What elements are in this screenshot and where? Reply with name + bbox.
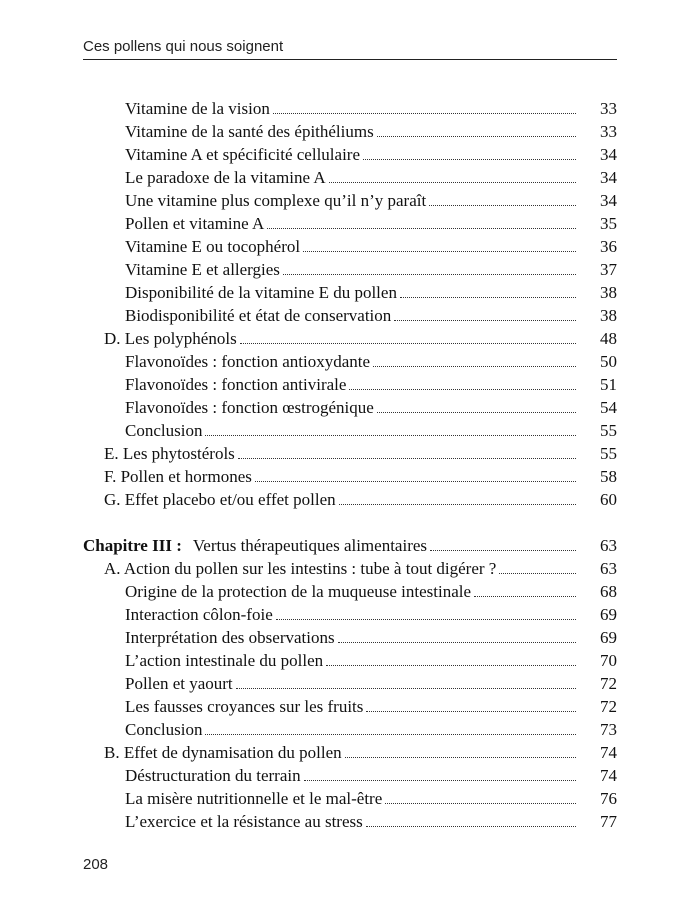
dot-leader <box>373 365 576 367</box>
toc-entry <box>0 674 700 697</box>
toc-entry <box>0 168 700 191</box>
dot-leader <box>238 457 576 459</box>
toc-entry-page: 37 <box>600 260 617 279</box>
dot-leader <box>430 549 576 551</box>
toc-entry-page: 55 <box>600 421 617 440</box>
toc-entry-page: 76 <box>600 789 617 808</box>
toc-entry <box>0 421 700 444</box>
toc-entry <box>0 444 700 467</box>
toc-entry-page: 36 <box>600 237 617 256</box>
toc-entry <box>0 467 700 490</box>
toc-entry-title: Disponibilité de la vitamine E du pollen <box>125 283 397 302</box>
toc-entry-title: Vitamine de la vision <box>125 99 270 118</box>
toc-entry-title: La misère nutritionnelle et le mal-être <box>125 789 383 808</box>
dot-leader <box>276 618 576 620</box>
toc-entry-page: 68 <box>600 582 617 601</box>
toc-entry-page: 38 <box>600 306 617 325</box>
toc-entry-page: 73 <box>600 720 617 739</box>
dot-leader <box>338 641 576 643</box>
toc-entry-title: Flavonoïdes : fonction antioxydante <box>125 352 371 371</box>
toc-entry-title: L’exercice et la résistance au stress <box>125 812 363 831</box>
dot-leader <box>283 273 576 275</box>
toc-entry-page: 69 <box>600 628 617 647</box>
toc-entry <box>0 559 700 582</box>
toc-entry <box>0 283 700 306</box>
toc-entry <box>0 191 700 214</box>
toc-entry-page: 33 <box>600 99 617 118</box>
toc-entry-page: 35 <box>600 214 617 233</box>
dot-leader <box>303 250 576 252</box>
toc-entry-title: L’action intestinale du pollen <box>125 651 324 670</box>
toc-entry <box>0 743 700 766</box>
dot-leader <box>255 480 576 482</box>
toc-entry-page: 50 <box>600 352 617 371</box>
toc-entry-page: 48 <box>600 329 617 348</box>
toc-entry-title: Pollen et yaourt <box>125 674 233 693</box>
toc-entry-page: 54 <box>600 398 617 417</box>
dot-leader <box>474 595 576 597</box>
toc-entry-title: Le paradoxe de la vitamine A <box>125 168 326 187</box>
dot-leader <box>339 503 576 505</box>
toc-entry-page: 33 <box>600 122 617 141</box>
toc-entry-page: 51 <box>600 375 617 394</box>
toc-entry <box>0 398 700 421</box>
dot-leader <box>267 227 576 229</box>
dot-leader <box>304 779 576 781</box>
toc-entry-page: 70 <box>600 651 617 670</box>
dot-leader <box>240 342 576 344</box>
toc-entry-page: 77 <box>600 812 617 831</box>
dot-leader <box>329 181 576 183</box>
toc-entry-title: Flavonoïdes : fonction antivirale <box>125 375 347 394</box>
toc-entry-page: 74 <box>600 743 617 762</box>
toc-entry-page: 34 <box>600 191 617 210</box>
toc-entry-title: A. Action du pollen sur les intestins : tube à tout digérer ? <box>104 559 497 578</box>
toc-entry <box>0 99 700 122</box>
dot-leader <box>345 756 576 758</box>
toc-entry-page: 72 <box>600 674 617 693</box>
dot-leader <box>205 733 576 735</box>
dot-leader <box>394 319 576 321</box>
toc-entry <box>0 214 700 237</box>
dot-leader <box>326 664 576 666</box>
toc-entry-title: Vitamine E ou tocophérol <box>125 237 301 256</box>
toc-entry <box>0 237 700 260</box>
toc-entry-title: G. Effet placebo et/ou effet pollen <box>104 490 336 509</box>
toc-entry-title: Vertus thérapeutiques alimentaires <box>192 536 428 555</box>
dot-leader <box>349 388 576 390</box>
toc-entry-page: 34 <box>600 145 617 164</box>
page-number: 208 <box>83 856 109 873</box>
toc-entry <box>0 352 700 375</box>
toc-entry-title: Déstructuration du terrain <box>125 766 301 785</box>
toc-entry <box>0 766 700 789</box>
toc-entry <box>0 582 700 605</box>
toc-entry-page: 34 <box>600 168 617 187</box>
toc-entry <box>0 697 700 720</box>
toc-entry-page: 63 <box>600 559 617 578</box>
toc-entry-title: Vitamine A et spécificité cellulaire <box>125 145 360 164</box>
toc-entry-title: D. Les polyphénols <box>104 329 237 348</box>
toc-entry-title: Vitamine de la santé des épithéliums <box>125 122 374 141</box>
toc-entry-title: Interprétation des observations <box>125 628 335 647</box>
toc-entry-page: 69 <box>600 605 617 624</box>
toc-entry <box>0 329 700 352</box>
toc-entry-page: 72 <box>600 697 617 716</box>
toc-entry-title: Pollen et vitamine A <box>125 214 265 233</box>
toc-entry <box>0 720 700 743</box>
toc-entry <box>0 651 700 674</box>
toc-entry <box>0 375 700 398</box>
toc-entry <box>0 306 700 329</box>
toc-entry-title: F. Pollen et hormones <box>104 467 252 486</box>
dot-leader <box>385 802 576 804</box>
dot-leader <box>499 572 576 574</box>
running-header: Ces pollens qui nous soignent <box>83 38 284 55</box>
dot-leader <box>400 296 576 298</box>
toc-entry-title: Flavonoïdes : fonction œstrogénique <box>125 398 374 417</box>
toc-entry-title: Conclusion <box>125 421 203 440</box>
toc-entry-page: 38 <box>600 283 617 302</box>
header-rule <box>83 59 617 60</box>
toc-entry-title: Conclusion <box>125 720 203 739</box>
toc-chapter-entry <box>0 536 700 559</box>
toc-entry <box>0 605 700 628</box>
toc-entry <box>0 490 700 513</box>
toc-entry <box>0 628 700 651</box>
dot-leader <box>429 204 576 206</box>
toc-entry-page: 60 <box>600 490 617 509</box>
toc-entry-page: 63 <box>600 536 617 555</box>
dot-leader <box>236 687 576 689</box>
dot-leader <box>363 158 576 160</box>
dot-leader <box>366 710 576 712</box>
toc-entry <box>0 145 700 168</box>
toc-entry-title: Une vitamine plus complexe qu’il n’y paraît <box>125 191 427 210</box>
dot-leader <box>377 135 576 137</box>
toc-entry-title: Origine de la protection de la muqueuse intestinale <box>125 582 472 601</box>
dot-leader <box>366 825 576 827</box>
toc-entry-title: E. Les phytostérols <box>104 444 235 463</box>
toc-entry-page: 55 <box>600 444 617 463</box>
toc-entry <box>0 812 700 835</box>
toc-entry-title: Interaction côlon-foie <box>125 605 273 624</box>
toc-entry-title: Biodisponibilité et état de conservation <box>125 306 392 325</box>
toc-entry <box>0 260 700 283</box>
toc-entry-title: Les fausses croyances sur les fruits <box>125 697 364 716</box>
toc-entry-title: Vitamine E et allergies <box>125 260 280 279</box>
toc-entry <box>0 122 700 145</box>
dot-leader <box>377 411 576 413</box>
dot-leader <box>273 112 576 114</box>
toc-entry-page: 74 <box>600 766 617 785</box>
toc-entry-page: 58 <box>600 467 617 486</box>
dot-leader <box>205 434 576 436</box>
toc-entry-title: B. Effet de dynamisation du pollen <box>104 743 342 762</box>
toc-entry <box>0 789 700 812</box>
chapter-label: Chapitre III : <box>83 536 182 555</box>
